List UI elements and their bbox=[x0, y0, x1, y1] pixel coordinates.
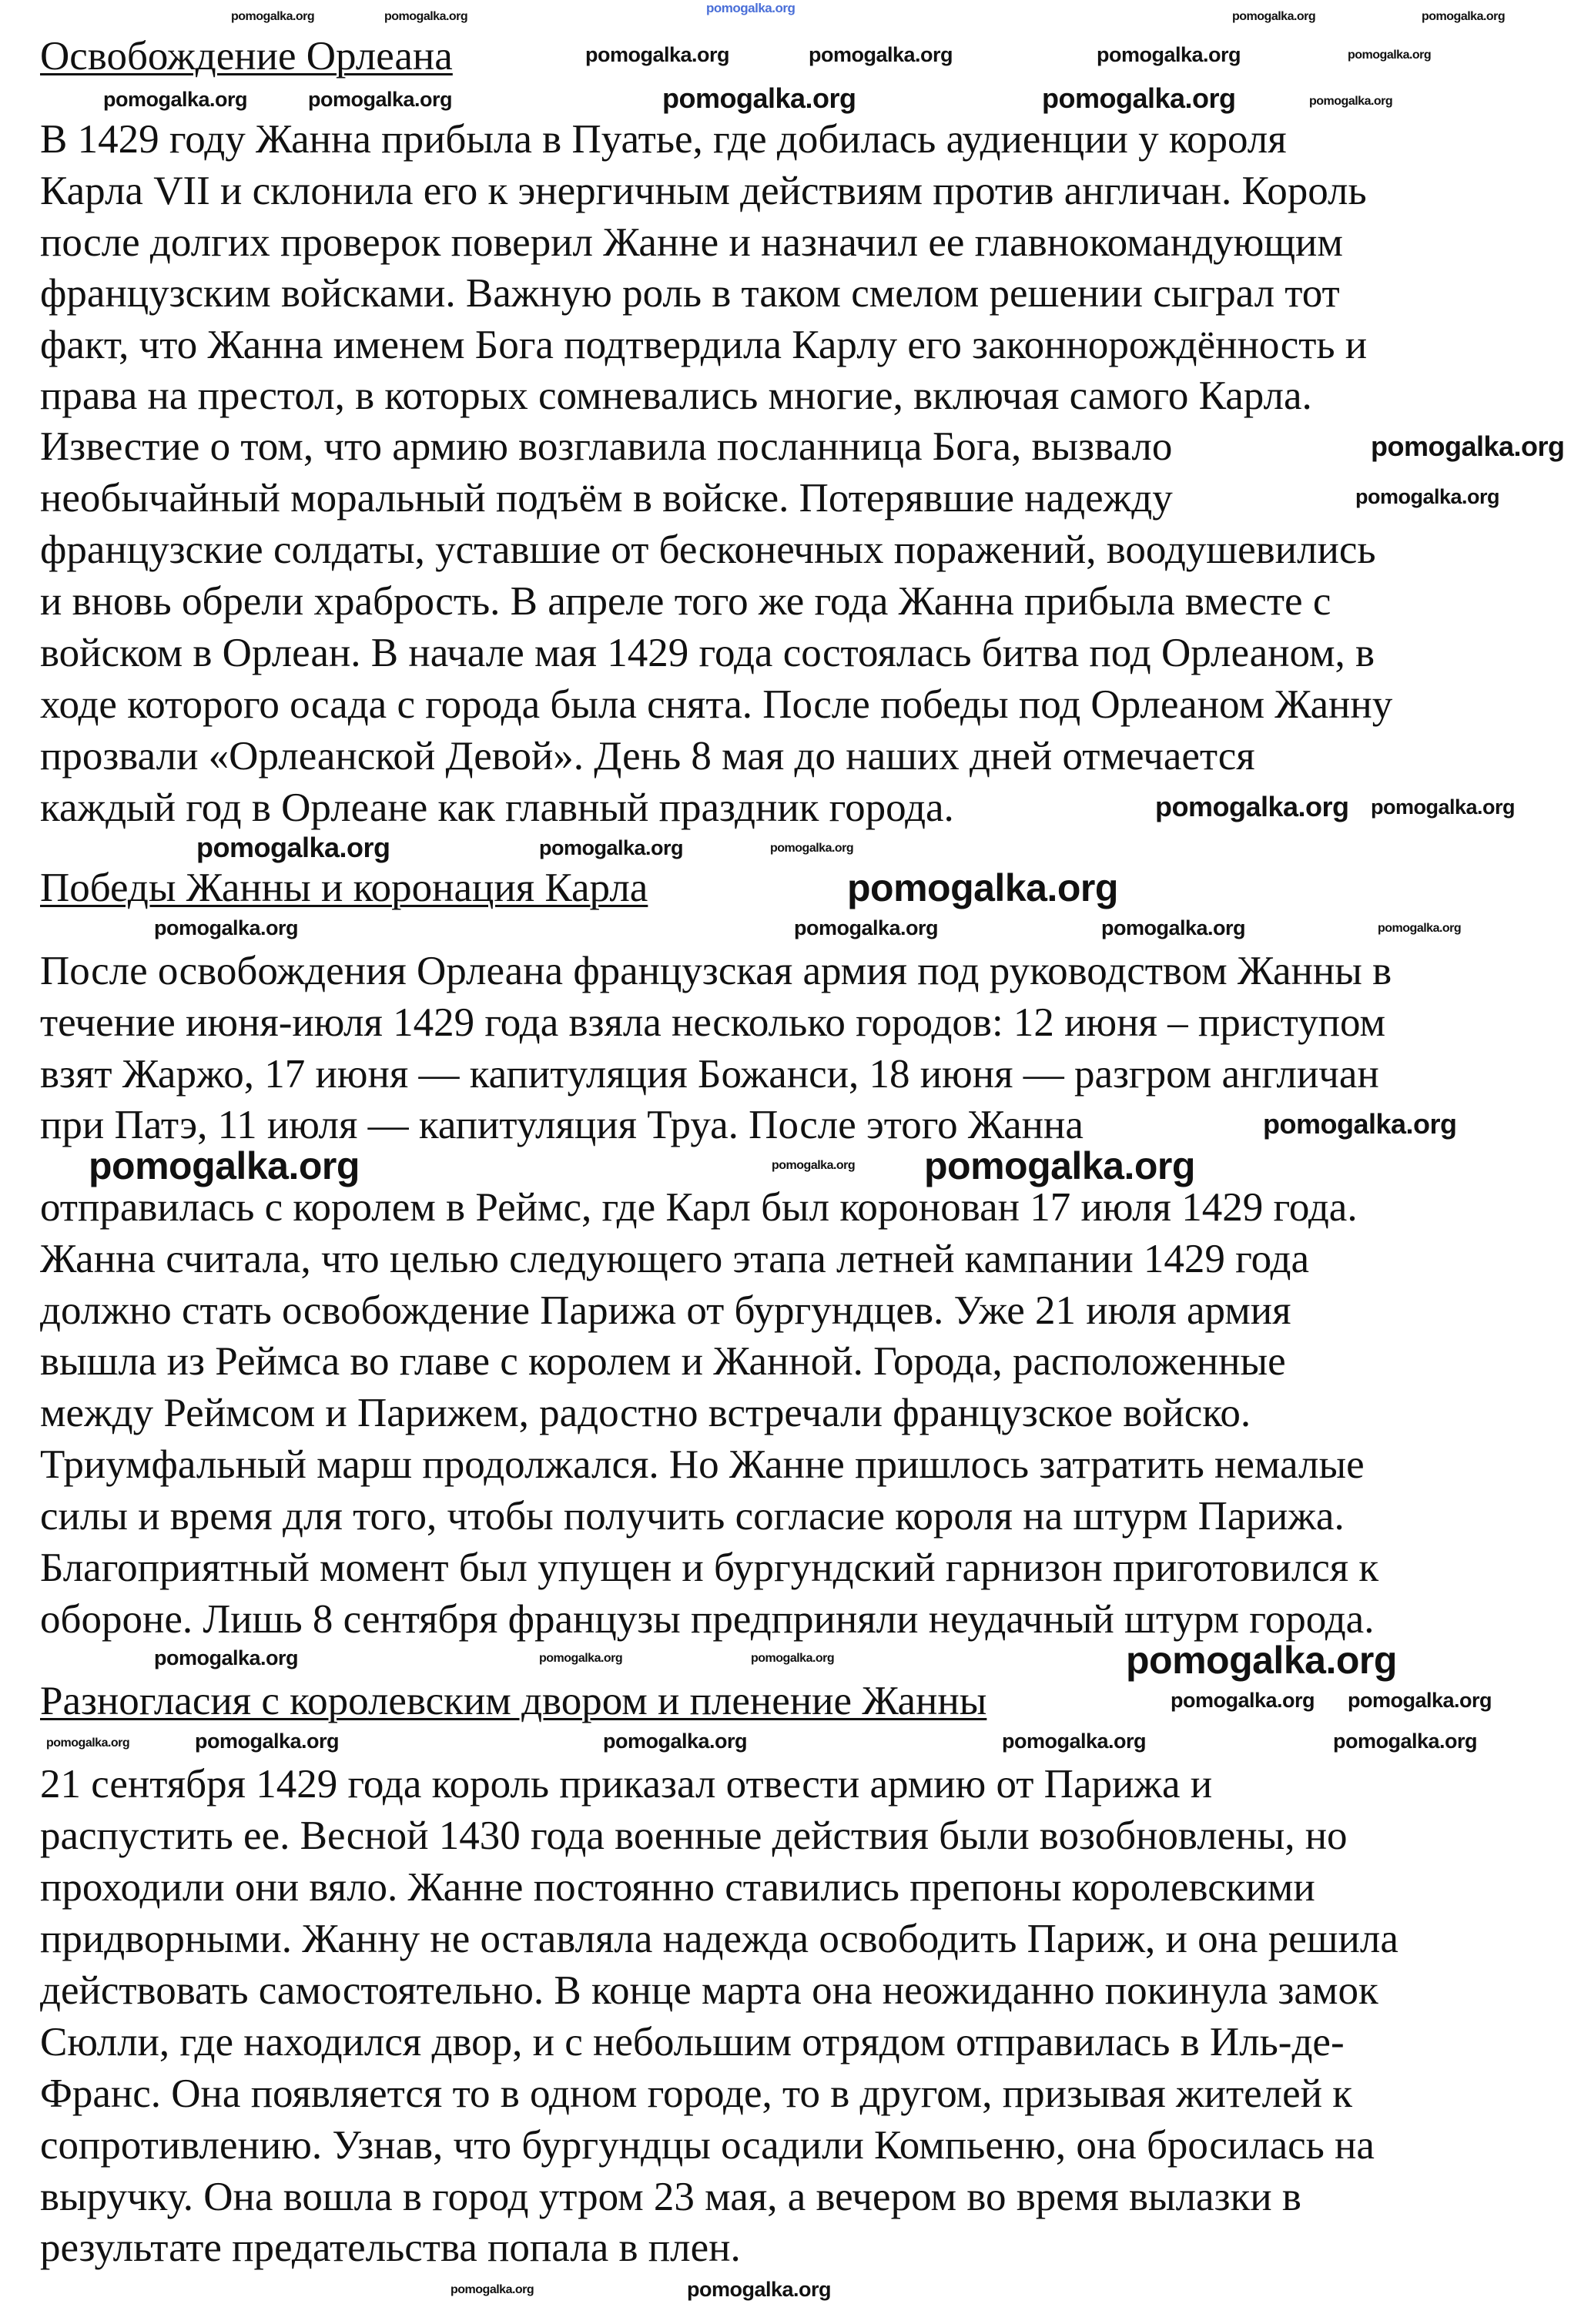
text-line: каждый год в Орлеане как главный праздник города. bbox=[40, 785, 954, 830]
watermark: pomogalka.org bbox=[1002, 1730, 1147, 1753]
text-line: французским войсками. Важную роль в таком смелом решении сыграл тот bbox=[40, 271, 1340, 316]
text-line: при Патэ, 11 июля — капитуляция Труа. После этого Жанна bbox=[40, 1103, 1084, 1147]
watermark: pomogalka.org bbox=[1309, 95, 1393, 108]
watermark: pomogalka.org bbox=[794, 916, 939, 939]
text-line: выручку. Она вошла в город утром 23 мая, а вечером во время вылазки в bbox=[40, 2175, 1301, 2219]
watermark: pomogalka.org bbox=[539, 1652, 623, 1665]
watermark: pomogalka.org bbox=[1371, 795, 1516, 819]
watermark: pomogalka.org bbox=[1097, 43, 1241, 66]
watermark: pomogalka.org bbox=[1355, 485, 1500, 508]
text-line: Известие о том, что армию возглавила посланница Бога, вызвало bbox=[40, 424, 1173, 469]
text-line: обороне. Лишь 8 сентября французы предприняли неудачный штурм города. bbox=[40, 1597, 1375, 1642]
text-line: войском в Орлеан. В начале мая 1429 года состоялась битва под Орлеаном, в bbox=[40, 631, 1375, 675]
watermark: pomogalka.org bbox=[1371, 430, 1565, 462]
text-line: факт, что Жанна именем Бога подтвердила Карлу его законнорождённость и bbox=[40, 323, 1368, 367]
watermark: pomogalka.org bbox=[706, 1, 796, 15]
watermark: pomogalka.org bbox=[539, 836, 684, 859]
watermark: pomogalka.org bbox=[1101, 916, 1246, 939]
watermark: pomogalka.org bbox=[924, 1144, 1195, 1187]
text-line: права на престол, в которых сомневались многие, включая самого Карла. bbox=[40, 373, 1312, 418]
text-line: вышла из Реймса во главе с королем и Жанной. Города, расположенные bbox=[40, 1339, 1286, 1384]
watermark: pomogalka.org bbox=[1333, 1730, 1478, 1753]
text-line: прозвали «Орлеанской Девой». День 8 мая до наших дней отмечается bbox=[40, 734, 1255, 779]
text-line: В 1429 году Жанна прибыла в Пуатье, где добилась аудиенции у короля bbox=[40, 117, 1287, 162]
text-line: Франс. Она появляется то в одном городе, то в другом, призывая жителей к bbox=[40, 2071, 1352, 2116]
text-line: После освобождения Орлеана французская армия под руководством Жанны в bbox=[40, 949, 1392, 993]
text-line: Жанна считала, что целью следующего этапа летней кампании 1429 года bbox=[40, 1237, 1310, 1281]
text-line: Карла VII и склонила его к энергичным действиям против англичан. Король bbox=[40, 169, 1367, 213]
text-line: Триумфальный марш продолжался. Но Жанне пришлось затратить немалые bbox=[40, 1442, 1365, 1487]
watermark: pomogalka.org bbox=[1126, 1639, 1397, 1682]
watermark: pomogalka.org bbox=[809, 43, 953, 66]
text-line: действовать самостоятельно. В конце марта она неожиданно покинула замок bbox=[40, 1968, 1378, 2013]
watermark: pomogalka.org bbox=[1422, 10, 1506, 23]
text-line: 21 сентября 1429 года король приказал отвести армию от Парижа и bbox=[40, 1762, 1213, 1807]
text-line: необычайный моральный подъём в войске. Потерявшие надежду bbox=[40, 476, 1173, 521]
watermark: pomogalka.org bbox=[154, 916, 299, 939]
watermark: pomogalka.org bbox=[1348, 49, 1432, 62]
watermark: pomogalka.org bbox=[195, 1730, 340, 1753]
watermark: pomogalka.org bbox=[772, 1159, 856, 1172]
text-line: Благоприятный момент был упущен и бургундский гарнизон приготовился к bbox=[40, 1545, 1379, 1590]
text-line: течение июня-июля 1429 года взяла несколько городов: 12 июня – приступом bbox=[40, 1000, 1385, 1045]
watermark: pomogalka.org bbox=[231, 10, 315, 23]
watermark: pomogalka.org bbox=[1171, 1689, 1315, 1712]
watermark: pomogalka.org bbox=[687, 2278, 832, 2301]
watermark: pomogalka.org bbox=[751, 1652, 835, 1665]
text-line: между Реймсом и Парижем, радостно встречали французское войско. bbox=[40, 1391, 1251, 1435]
text-line: взят Жаржо, 17 июня — капитуляция Божанси, 18 июня — разгром англичан bbox=[40, 1052, 1379, 1097]
watermark: pomogalka.org bbox=[1042, 82, 1236, 114]
watermark: pomogalka.org bbox=[1378, 922, 1462, 935]
text-line: отправилась с королем в Реймс, где Карл был коронован 17 июля 1429 года. bbox=[40, 1185, 1358, 1230]
watermark: pomogalka.org bbox=[1348, 1689, 1492, 1712]
watermark: pomogalka.org bbox=[1232, 10, 1316, 23]
watermark: pomogalka.org bbox=[154, 1646, 299, 1669]
text-line: Сюлли, где находился двор, и с небольшим отрядом отправилась в Иль-де- bbox=[40, 2020, 1345, 2064]
watermark: pomogalka.org bbox=[308, 88, 453, 111]
watermark: pomogalka.org bbox=[103, 88, 248, 111]
text-line: распустить ее. Весной 1430 года военные действия были возобновлены, но bbox=[40, 1813, 1348, 1858]
watermark: pomogalka.org bbox=[196, 832, 390, 863]
watermark: pomogalka.org bbox=[1155, 791, 1349, 822]
watermark: pomogalka.org bbox=[89, 1144, 360, 1187]
text-line: сопротивлению. Узнав, что бургундцы осадили Компьеню, она бросилась на bbox=[40, 2123, 1375, 2168]
watermark: pomogalka.org bbox=[603, 1730, 748, 1753]
text-line: должно стать освобождение Парижа от бургундцев. Уже 21 июля армия bbox=[40, 1288, 1291, 1333]
watermark: pomogalka.org bbox=[662, 82, 856, 114]
watermark: pomogalka.org bbox=[46, 1736, 130, 1750]
watermark: pomogalka.org bbox=[585, 43, 730, 66]
text-line: проходили они вяло. Жанне постоянно ставились препоны королевскими bbox=[40, 1865, 1315, 1910]
section-heading: Победы Жанны и коронация Карла bbox=[40, 866, 648, 910]
text-line: силы и время для того, чтобы получить согласие короля на штурм Парижа. bbox=[40, 1494, 1345, 1539]
section-heading: Разногласия с королевским двором и пленение Жанны bbox=[40, 1679, 987, 1723]
watermark: pomogalka.org bbox=[451, 2283, 534, 2296]
watermark: pomogalka.org bbox=[847, 866, 1118, 909]
watermark: pomogalka.org bbox=[1263, 1108, 1457, 1140]
text-line: и вновь обрели храбрость. В апреле того же года Жанна прибыла вместе с bbox=[40, 579, 1331, 624]
watermark: pomogalka.org bbox=[770, 842, 854, 855]
section-heading: Освобождение Орлеана bbox=[40, 34, 453, 79]
text-line: придворными. Жанну не оставляла надежда освободить Париж, и она решила bbox=[40, 1917, 1398, 1961]
text-line: после долгих проверок поверил Жанне и назначил ее главнокомандующим bbox=[40, 220, 1343, 265]
watermark: pomogalka.org bbox=[384, 10, 468, 23]
text-line: результате предательства попала в плен. bbox=[40, 2225, 741, 2270]
text-line: французские солдаты, уставшие от бесконечных поражений, воодушевились bbox=[40, 527, 1376, 572]
text-line: ходе которого осада с города была снята. После победы под Орлеаном Жанну bbox=[40, 682, 1393, 727]
